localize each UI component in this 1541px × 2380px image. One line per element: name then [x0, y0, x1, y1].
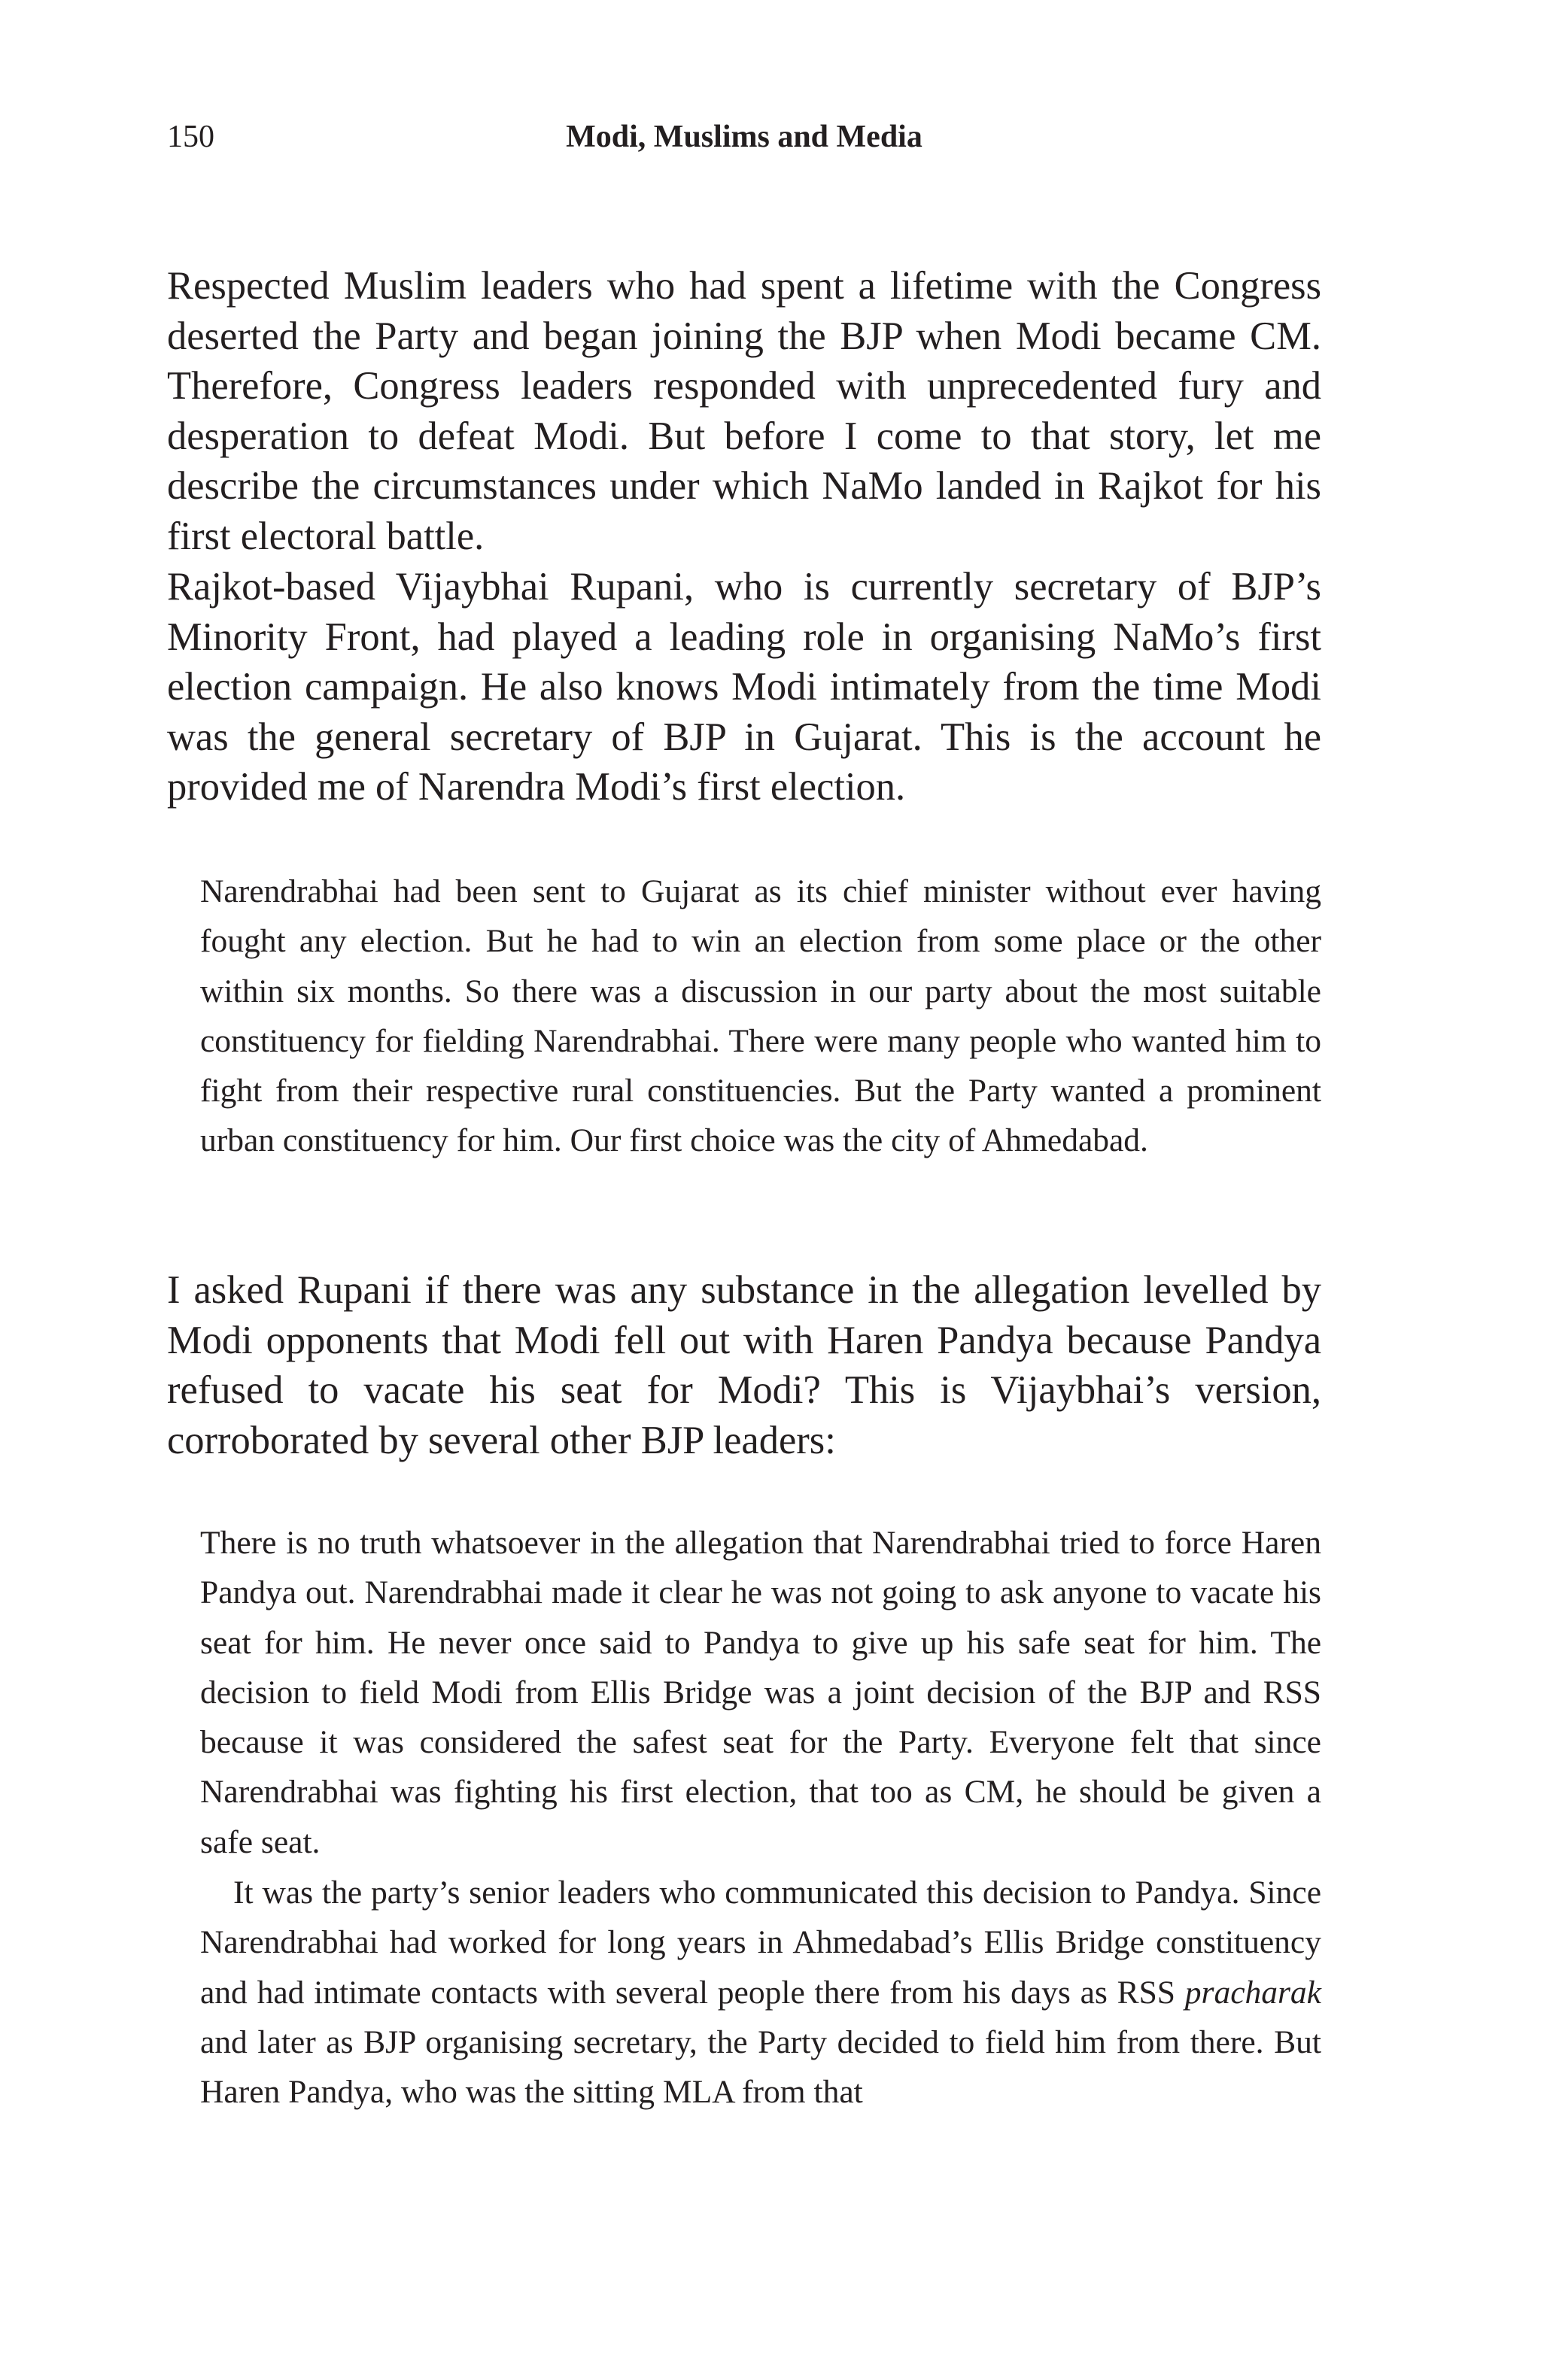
body-paragraph-3: I asked Rupani if there was any substance in the allegation levelled by Modi opponents that Modi fell out with Haren Pandya because Pandya refused to vacate his seat for Modi? This is Vijaybhai’s version, corroborated by several other BJP leaders: [167, 1268, 1321, 1462]
quote-text: and later as BJP organising secretary, the Party decided to field him from there. But Haren Pandya, who was the sitting MLA from that [200, 2023, 1321, 2111]
running-head [167, 114, 1321, 159]
body-paragraph-2: Rajkot-based Vijaybhai Rupani, who is currently secretary of BJP’s Minority Front, had played a leading role in organising NaMo’s first election campaign. He also knows Modi intimately from the time Modi was the general secretary of BJP in Gujarat. This is the account he provided me of Narendra Modi’s first election. [167, 565, 1321, 809]
body-paragraph-1: Respected Muslim leaders who had spent a lifetime with the Congress deserted the Party and began joining the BJP when Modi became CM. Therefore, Congress leaders responded with unprecedented fury and desperation to defeat Modi. But before I come to that story, let me describe the circumstances under which NaMo landed in Rajkot for his first electoral battle. [167, 264, 1321, 558]
block-quote-1: Narendrabhai had been sent to Gujarat as its chief minister without ever having fought any election. But he had to win an election from some place or the other within six months. So there was a discussion in our party about the most suitable constituency for fielding Narendrabhai. There were many people who wanted him to fight from their respective rural constituencies. But the Party wanted a prominent urban constituency for him. Our first choice was the city of Ahmedabad. [200, 873, 1321, 1159]
page-number: 150 [167, 120, 214, 154]
block-quote-2-para-2 [200, 1868, 1321, 2117]
quote-text: It was the party’s senior leaders who communicated this decision to Pandya. Since Narendrabhai had worked for long years in Ahmedabad’s Ellis Bridge constituency and had intimate contacts with several people there from his days as RSS [200, 1875, 1321, 2011]
italic-term: pracharak [1184, 1974, 1321, 2011]
book-title: Modi, Muslims and Media [566, 120, 922, 154]
block-quote-2-para-1: There is no truth whatsoever in the allegation that Narendrabhai tried to force Haren Pandya out. Narendrabhai made it clear he was not going to ask anyone to vacate his seat for him. He never once said to Pandya to give up his safe seat for him. The decision to field Modi from Ellis Bridge was a joint decision of the BJP and RSS because it was considered the safest seat for the Party. Everyone felt that since Narendrabhai was fighting his first election, that too as CM, he should be given a safe seat. [200, 1525, 1321, 1860]
